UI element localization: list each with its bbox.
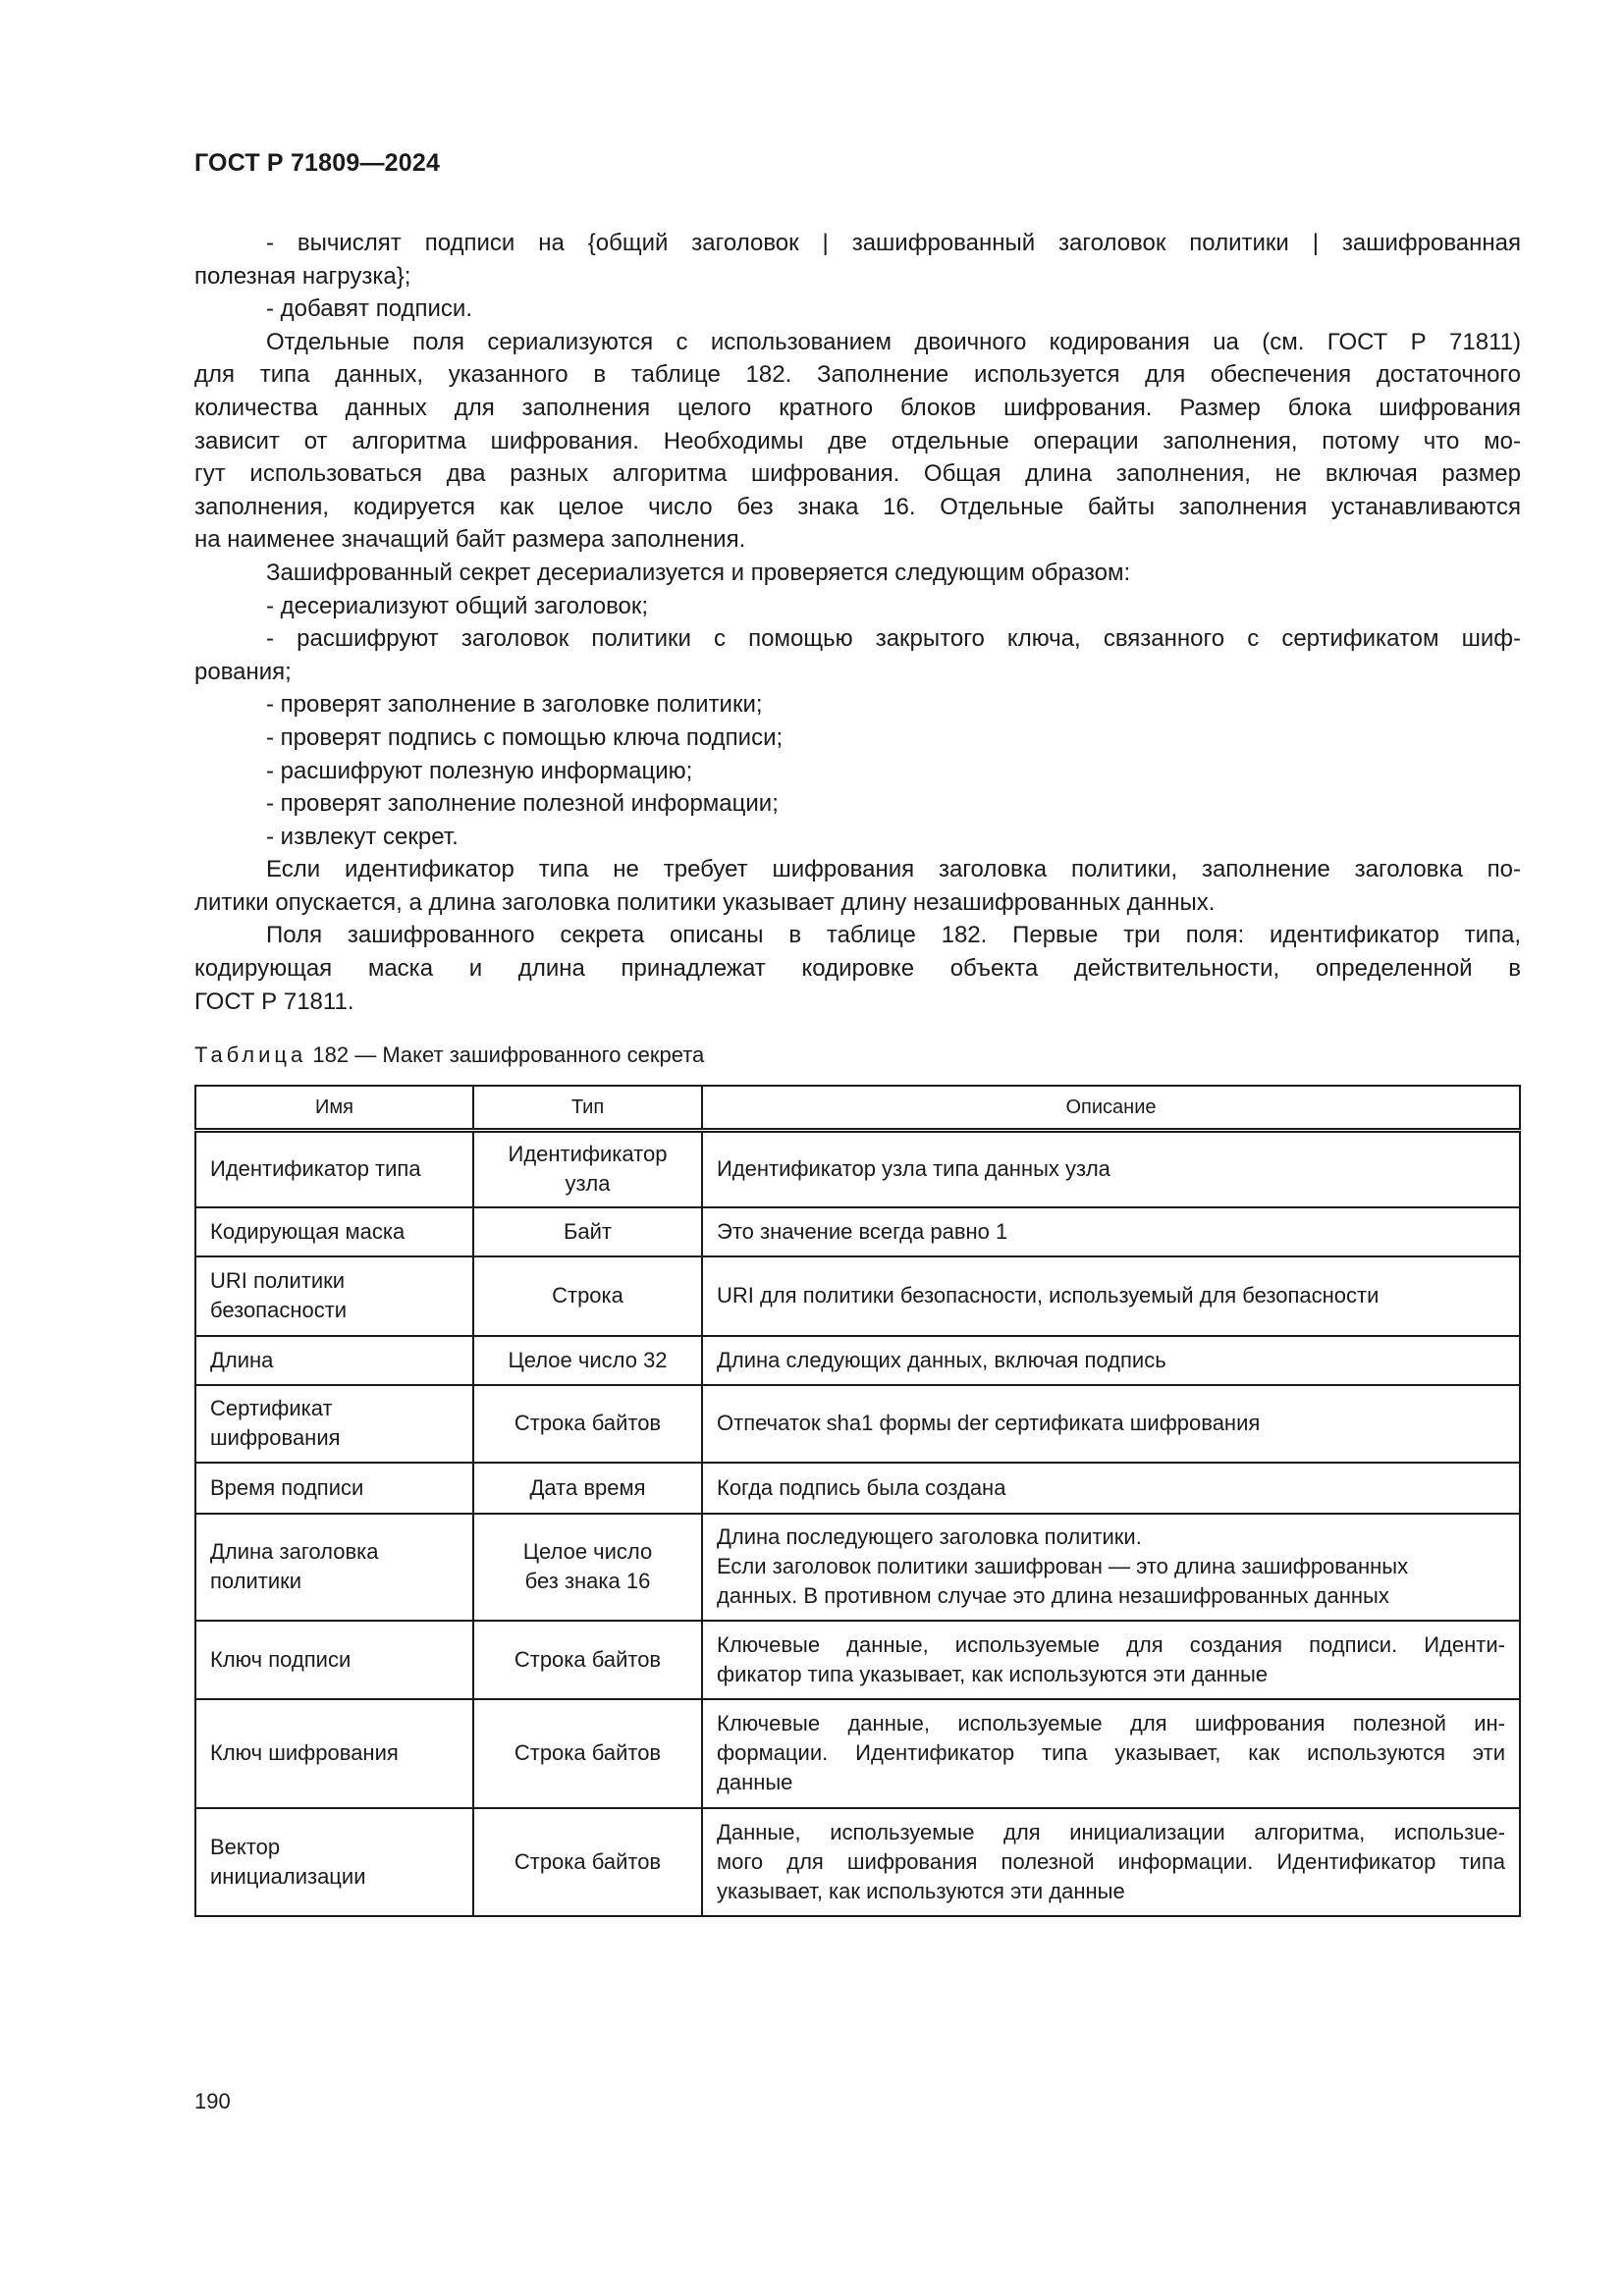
text-line: мого для шифрования полезной информации. Идентификатор типа — [717, 1848, 1505, 1874]
text-line: на наименее значащий байт размера заполнения. — [194, 526, 746, 554]
text-line: - вычислят подписи на {общий заголовок | зашифрованный заголовок политики | зашифрованная — [266, 230, 1521, 256]
text-line: Если заголовок политики зашифрован — это длина зашифрованных — [717, 1554, 1409, 1578]
cell-description — [702, 1336, 1520, 1385]
text-line: - десериализуют общий заголовок; — [266, 592, 649, 619]
cell-type — [473, 1621, 702, 1699]
cell-name — [195, 1131, 473, 1207]
paragraph — [194, 853, 1521, 919]
paragraph — [194, 919, 1521, 1018]
encrypted-secret-table — [194, 1085, 1521, 1917]
cell-type — [473, 1699, 702, 1808]
text-line: Длина следующих данных, включая подпись — [717, 1347, 1166, 1372]
text-line: Байт — [563, 1218, 613, 1244]
column-header-name: Имя — [195, 1086, 473, 1131]
cell-description — [702, 1808, 1520, 1916]
table-row — [195, 1621, 1520, 1699]
cell-description — [702, 1514, 1520, 1621]
text-line: рования; — [194, 658, 292, 685]
cell-type — [473, 1385, 702, 1463]
paragraph — [194, 821, 1521, 854]
table-row — [195, 1385, 1520, 1463]
document-header: ГОСТ Р 71809—2024 — [194, 149, 441, 177]
text-line: Сертификат — [210, 1396, 333, 1420]
table-row — [195, 1808, 1520, 1916]
cell-type — [473, 1514, 702, 1621]
text-line: Отпечаток sha1 формы der сертификата шифрования — [717, 1411, 1261, 1435]
cell-type — [473, 1463, 702, 1514]
cell-type — [473, 1808, 702, 1916]
cell-type — [473, 1336, 702, 1385]
text-line: Если идентификатор типа не требует шифрования заголовка политики, заполнение заголовка по- — [266, 856, 1521, 883]
cell-type — [473, 1256, 702, 1336]
paragraph — [194, 293, 1521, 326]
cell-name — [195, 1336, 473, 1385]
cell-description — [702, 1385, 1520, 1463]
table-row — [195, 1131, 1520, 1207]
text-line: гут использоваться два разных алгоритма шифрования. Общая длина заполнения, не включая размер — [194, 460, 1521, 488]
text-line: - проверят заполнение полезной информации; — [266, 790, 779, 818]
text-line: Ключ подписи — [210, 1646, 352, 1672]
paragraph — [194, 622, 1521, 688]
text-line: заполнения, кодируется как целое число без знака 16. Отдельные байты заполнения устанавливаются — [194, 493, 1521, 520]
text-line: шифрования — [210, 1425, 341, 1450]
text-line: Строка байтов — [514, 1646, 662, 1672]
text-line: безопасности — [210, 1298, 348, 1322]
text-line: Строка байтов — [514, 1740, 662, 1765]
paragraph — [194, 787, 1521, 821]
table-row — [195, 1256, 1520, 1336]
text-line: кодирующая маска и длина принадлежат кодировке объекта действительности, определенной в — [194, 955, 1521, 983]
column-header-description: Описание — [702, 1086, 1520, 1131]
text-line: Ключ шифрования — [210, 1740, 399, 1765]
paragraph — [194, 721, 1521, 755]
text-line: данных. В противном случае это длина незашифрованных данных — [717, 1583, 1389, 1608]
text-line: Отдельные поля сериализуются с использованием двоичного кодирования ua (см. ГОСТ Р 71811) — [266, 328, 1521, 355]
text-line: Длина заголовка — [210, 1539, 379, 1564]
cell-name — [195, 1808, 473, 1916]
table-row — [195, 1207, 1520, 1256]
text-line: Идентификатор типа — [210, 1156, 421, 1182]
paragraph — [194, 590, 1521, 623]
text-line: Данные, используемые для инициализации алгоритма, использue- — [717, 1819, 1505, 1844]
text-line: Поля зашифрованного секрета описаны в таблице 182. Первые три поля: идентификатор типа, — [266, 922, 1521, 949]
text-line: Дата время — [529, 1474, 646, 1500]
page-number: 190 — [194, 2089, 231, 2113]
text-line: фикатор типа указывает, как используются эти данные — [717, 1661, 1269, 1686]
text-line: указывает, как используются эти данные — [717, 1878, 1125, 1903]
text-line: - расшифруют полезную информацию; — [266, 757, 693, 784]
body-text — [194, 227, 1521, 1018]
cell-name — [195, 1514, 473, 1621]
text-line: Строка байтов — [514, 1848, 662, 1874]
paragraph — [194, 557, 1521, 590]
cell-name — [195, 1699, 473, 1808]
text-line: зависит от алгоритма шифрования. Необходимы две отдельные операции заполнения, потому что мо- — [194, 427, 1521, 454]
text-line: Длина последующего заголовка политики. — [717, 1524, 1142, 1549]
text-line: - извлекут секрет. — [266, 823, 459, 850]
paragraph — [194, 227, 1521, 293]
text-line: формации. Идентификатор типа указывает, как используются эти — [717, 1740, 1505, 1765]
paragraph — [194, 326, 1521, 557]
text-line: данные — [717, 1770, 793, 1794]
table-caption-label: Таблица — [194, 1042, 307, 1067]
cell-type — [473, 1131, 702, 1207]
text-line: Ключевые данные, используемые для создания подписи. Иденти- — [717, 1631, 1505, 1657]
text-line: без знака 16 — [524, 1569, 651, 1593]
text-line: количества данных для заполнения целого кратного блоков шифрования. Размер блока шифрования — [194, 394, 1521, 421]
text-line: Ключевые данные, используемые для шифрования полезной ин- — [717, 1711, 1505, 1735]
paragraph — [194, 688, 1521, 721]
table-row — [195, 1336, 1520, 1385]
column-header-type: Тип — [473, 1086, 702, 1131]
text-line: политики — [210, 1569, 302, 1593]
table-caption-text: 182 — Макет зашифрованного секрета — [312, 1042, 705, 1067]
text-line: Когда подпись была создана — [717, 1474, 1006, 1500]
table-row — [195, 1463, 1520, 1514]
text-line: литики опускается, а длина заголовка политики указывает длину незашифрованных данных. — [194, 888, 1216, 916]
text-line: - расшифруют заголовок политики с помощью закрытого ключа, связанного с сертификатом шиф- — [266, 625, 1521, 653]
cell-description — [702, 1463, 1520, 1514]
text-line: Это значение всегда равно 1 — [717, 1218, 1008, 1244]
text-line: Время подписи — [210, 1474, 364, 1500]
text-line: узла — [565, 1171, 611, 1197]
text-line: - проверят заполнение в заголовке политики; — [266, 691, 763, 719]
text-line: Кодирующая маска — [210, 1218, 406, 1244]
text-line: ГОСТ Р 71811. — [194, 988, 354, 1015]
text-line: Целое число 32 — [508, 1347, 668, 1372]
text-line: инициализации — [210, 1863, 366, 1889]
paragraph — [194, 755, 1521, 788]
cell-name — [195, 1207, 473, 1256]
text-line: - добавят подписи. — [266, 295, 472, 323]
cell-description — [702, 1621, 1520, 1699]
cell-description — [702, 1699, 1520, 1808]
cell-description — [702, 1207, 1520, 1256]
text-line: URI политики — [210, 1268, 346, 1293]
text-line: URI для политики безопасности, используемый для безопасности — [717, 1283, 1380, 1308]
text-line: Зашифрованный секрет десериализуется и проверяется следующим образом: — [266, 559, 1131, 586]
table-row — [195, 1514, 1520, 1621]
cell-name — [195, 1385, 473, 1463]
cell-description — [702, 1131, 1520, 1207]
text-line: Строка — [552, 1283, 623, 1308]
cell-name — [195, 1256, 473, 1336]
table-row — [195, 1699, 1520, 1808]
text-line: Вектор — [210, 1834, 281, 1859]
cell-type — [473, 1207, 702, 1256]
text-line: Идентификатор — [508, 1142, 668, 1167]
text-line: - проверят подпись с помощью ключа подписи; — [266, 723, 784, 751]
table-header-row — [195, 1086, 1520, 1131]
text-line: Длина — [210, 1347, 274, 1372]
cell-name — [195, 1621, 473, 1699]
text-line: для типа данных, указанного в таблице 182. Заполнение используется для обеспечения достаточного — [194, 361, 1521, 389]
text-line: полезная нагрузка}; — [194, 262, 411, 290]
text-line: Идентификатор узла типа данных узла — [717, 1156, 1110, 1182]
cell-name — [195, 1463, 473, 1514]
text-line: Строка байтов — [514, 1411, 662, 1435]
cell-description — [702, 1256, 1520, 1336]
table-caption — [194, 1042, 704, 1068]
text-line: Целое число — [522, 1539, 653, 1564]
